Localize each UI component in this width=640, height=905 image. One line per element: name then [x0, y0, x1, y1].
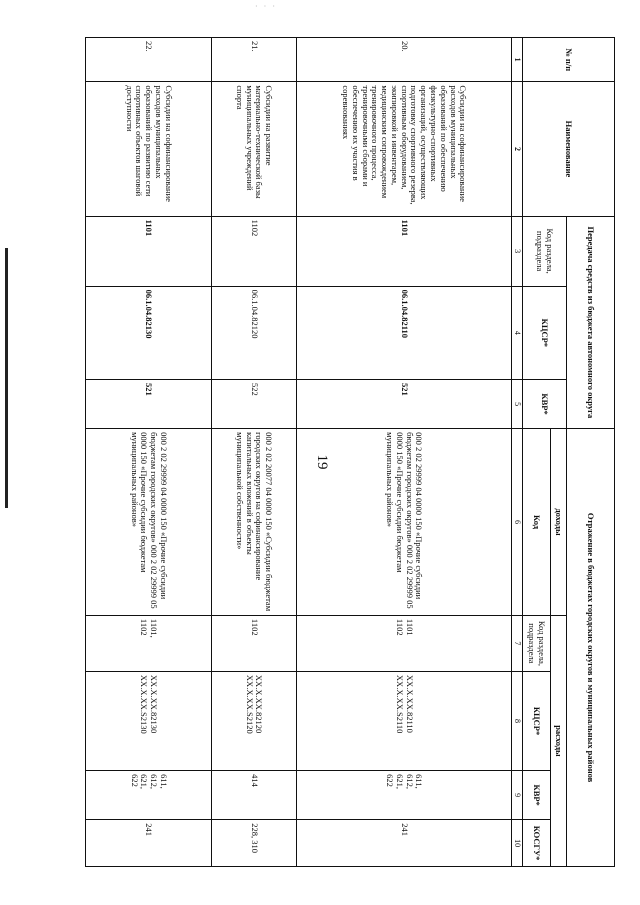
- col-number: 8: [512, 671, 523, 770]
- header-exp-kcsr: КЦСР*: [523, 671, 551, 770]
- row-expense-kvr: [211, 771, 296, 820]
- scan-edge-mark: [5, 248, 8, 508]
- col-number: 3: [512, 216, 523, 286]
- col-number: 2: [512, 82, 523, 216]
- expense-kvr-value: 621,: [139, 774, 150, 790]
- row-transfer-kcsr: 06.1.04.82130: [86, 286, 212, 379]
- col-number: 1: [512, 38, 523, 82]
- col-number: 6: [512, 429, 523, 616]
- expense-kcsr-value: XX.X.XX.S2130: [139, 674, 150, 734]
- row-expense-kvr: [296, 771, 511, 820]
- row-income-code: 000 2 02 20077 04 0000 150 «Субсидии бюджетам городских округов на софинансирование капитальных вложений в объекты муниципальной собственности»: [211, 429, 296, 616]
- row-transfer-code: 1101: [86, 216, 212, 286]
- col-number: 4: [512, 286, 523, 379]
- rotated-table-wrapper: [85, 37, 615, 867]
- expense-kvr-value: 621,: [394, 774, 405, 790]
- row-kosgu: 241: [86, 820, 212, 867]
- row-expense-code: [296, 615, 511, 671]
- row-number: 22.: [86, 38, 212, 82]
- row-number: 20.: [296, 38, 511, 82]
- header-exp-code: Код раздела, подраздела: [523, 615, 551, 671]
- row-expense-kvr: [86, 771, 212, 820]
- expense-code-value: 1101,: [149, 618, 160, 638]
- expense-code-value: 1102: [394, 618, 405, 636]
- header-t-kvr: КВР*: [523, 380, 567, 429]
- header-transfer-group: Передача средств из бюджета автономного округа: [567, 216, 615, 428]
- header-income-group: доходы: [551, 429, 567, 616]
- expense-kcsr-value: XX.X.XX.S2110: [394, 674, 405, 734]
- table-row: [296, 38, 511, 867]
- header-expense-group: расходы: [551, 615, 567, 866]
- row-expense-kcsr: [86, 671, 212, 770]
- row-expense-kcsr: [296, 671, 511, 770]
- expense-kcsr-value: XX.X.XX.82130: [149, 674, 160, 734]
- expense-kvr-value: 612,: [149, 774, 160, 790]
- row-income-code: 000 2 02 29999 04 0000 150 «Прочие субсидии бюджетам городских округов» 000 2 02 29999 05 0000 150 «Прочие субсидии бюджетам муниципальных районов»: [296, 429, 511, 616]
- scan-speckle: · · ·: [255, 2, 277, 11]
- row-transfer-kvr: 522: [211, 380, 296, 429]
- expense-kvr-value: 622: [385, 774, 396, 787]
- expense-code-value: 1102: [249, 618, 260, 636]
- row-name: Субсидии на софинансирование расходов муниципальных образований по обеспечению физкультурно-спортивных организаций, осуществляющих подготовку спортивного резерва, спортивным оборудованием, экипировкой и инвентарем, медицинским сопровождением тренировочного процесса, тренировочными сборами и обеспечению их участия в соревнованиях: [296, 82, 511, 216]
- row-kosgu: 241: [296, 820, 511, 867]
- expense-kvr-value: 622: [129, 774, 140, 787]
- header-t-kcsr: КЦСР*: [523, 286, 567, 379]
- expense-kvr-value: 611,: [158, 774, 169, 789]
- row-transfer-code: 1101: [296, 216, 511, 286]
- expense-code-value: 1101: [404, 618, 415, 636]
- col-number: 10: [512, 820, 523, 867]
- header-n: № п/п: [523, 38, 615, 82]
- col-number: 7: [512, 615, 523, 671]
- row-income-code: 000 2 02 29999 04 0000 150 «Прочие субсидии бюджетам городских округов» 000 2 02 29999 05 0000 150 «Прочие субсидии бюджетам муниципальных районов»: [86, 429, 212, 616]
- row-kosgu: 228, 310: [211, 820, 296, 867]
- row-name: Субсидии на развитие материально-технической базы муниципальных учреждений спорта: [211, 82, 296, 216]
- row-expense-code: [211, 615, 296, 671]
- table-row: [211, 38, 296, 867]
- budget-classification-table: [85, 37, 615, 867]
- row-transfer-kcsr: 06.1.04.82110: [296, 286, 511, 379]
- row-transfer-code: 1102: [211, 216, 296, 286]
- row-expense-code: [86, 615, 212, 671]
- expense-kcsr-value: XX.X.XX.82120: [254, 674, 265, 734]
- header-name: Наименование: [523, 82, 615, 216]
- header-exp-kvr: КВР*: [523, 771, 551, 820]
- expense-kcsr-value: XX.X.XX.S2120: [244, 674, 255, 734]
- header-t-code: Код раздела, подраздела: [523, 216, 567, 286]
- col-number: 5: [512, 380, 523, 429]
- expense-kvr-value: 414: [249, 774, 260, 787]
- column-number-row: [512, 38, 523, 867]
- table-row: [86, 38, 212, 867]
- col-number: 9: [512, 771, 523, 820]
- page-number: 19: [314, 454, 330, 470]
- header-inc-code: Код: [523, 429, 551, 616]
- expense-kcsr-value: XX.X.XX.82110: [404, 674, 415, 733]
- row-transfer-kvr: 521: [86, 380, 212, 429]
- header-reflect-group: Отражение в бюджетах городских округов и муниципальных районов: [567, 429, 615, 867]
- row-expense-kcsr: [211, 671, 296, 770]
- row-name: Субсидии на софинансирование расходов муниципальных образований по развитию сети спортивных объектов шаговой доступности: [86, 82, 212, 216]
- row-transfer-kcsr: 06.1.04.82120: [211, 286, 296, 379]
- row-number: 21.: [211, 38, 296, 82]
- expense-kvr-value: 612,: [404, 774, 415, 790]
- expense-kvr-value: 611,: [414, 774, 425, 789]
- table-viewport: [85, 37, 615, 867]
- header-exp-kosgu: КОСГУ*: [523, 820, 551, 867]
- row-transfer-kvr: 521: [296, 380, 511, 429]
- expense-code-value: 1102: [139, 618, 150, 636]
